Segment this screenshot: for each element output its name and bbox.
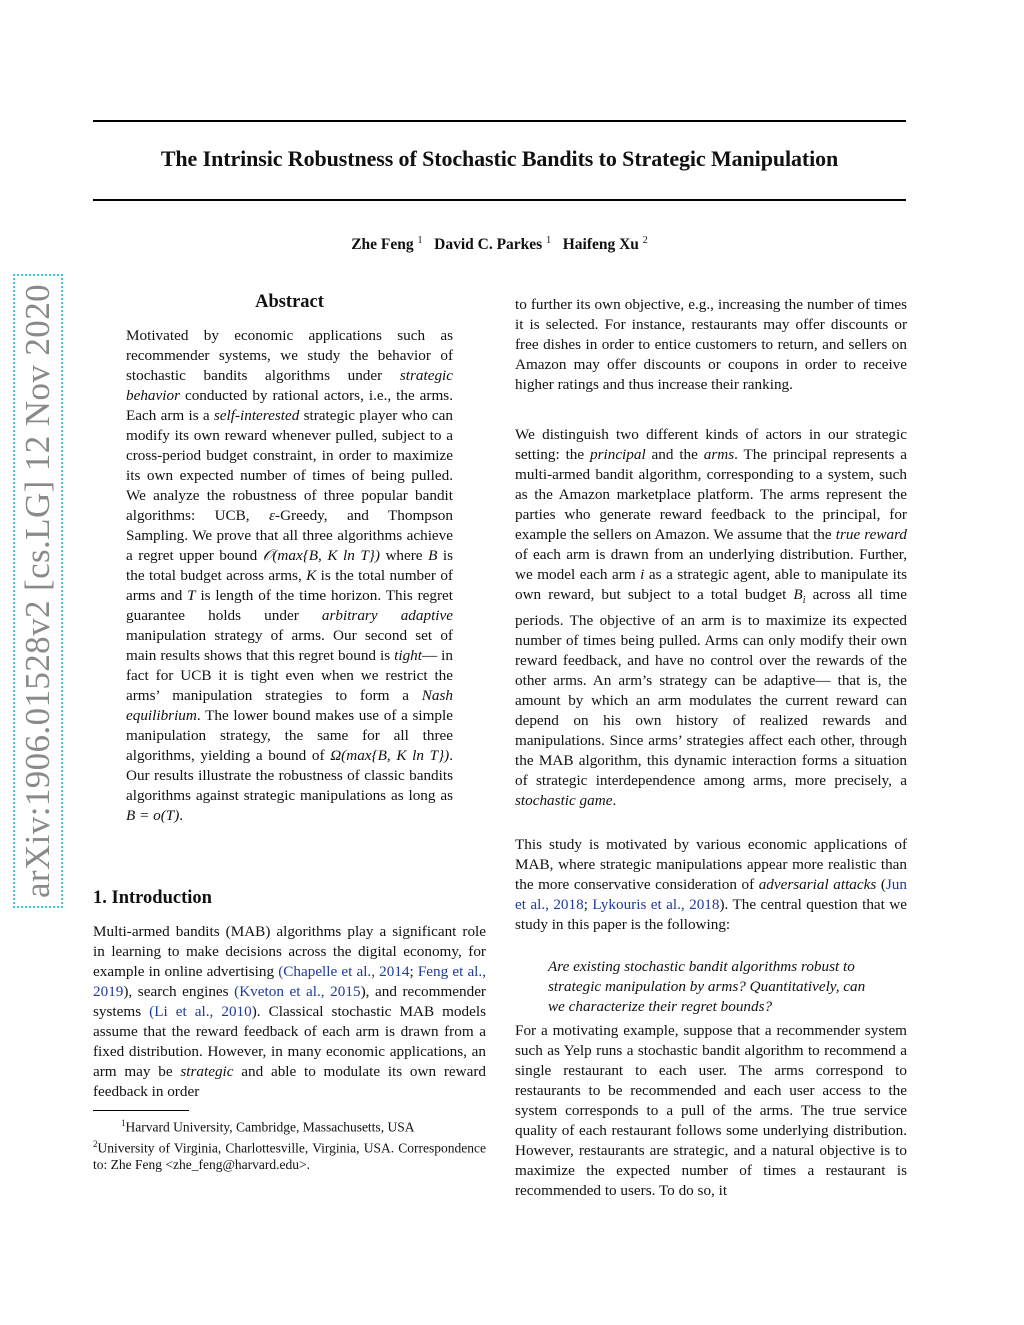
paragraph-text: and the [645,446,704,463]
abstract-emphasis: arbitrary adaptive [321,607,454,624]
abstract-heading: Abstract [255,292,324,312]
paragraph-emphasis: true reward [835,526,908,543]
abstract-text: -Greedy, and Thompson Sampling. We prove that all three algorithms achieve a regret upper bound [126,507,453,564]
paragraph-text: We distinguish two different kinds of actors in our strategic setting: the [515,426,907,463]
right-paragraph: to further its own objective, e.g., increasing the number of times it is selected. For instance, restaurants may offer discounts or free dishes in order to entice customers to return, and sellers on Amazon may offer discounts or coupons in order to receive higher ratings and thus increase their ranking. [515,296,907,393]
title-rule [93,199,906,201]
abstract-emphasis: tight [394,647,422,664]
math-symbol: K [306,567,317,584]
paragraph-text: ). Classical stochastic MAB models assume that the reward feedback of each arm is drawn from a fixed distribution. However, in many economic applications, an arm may be [93,1003,486,1080]
right-paragraph [515,835,907,935]
paragraph-emphasis: arms [703,446,735,463]
citation-link[interactable]: Lykouris et al., 2018 [592,896,720,913]
paragraph-text: ( [876,876,886,893]
author-name: Zhe Feng [351,236,414,254]
abstract-emphasis: strategic behavior [126,367,453,404]
abstract-text: . Our results illustrate the robustness of classic bandits algorithms against strategic manipulations as long as [126,747,453,804]
author-name: Haifeng Xu [562,236,639,254]
footnote-2 [93,1136,486,1174]
math-symbol: ε [269,507,276,524]
paragraph-emphasis: stochastic game [515,792,613,810]
abstract-text: is the total number of arms and [126,567,453,604]
math-subscript: i [802,595,806,607]
right-paragraph [515,425,907,811]
paragraph-text: . The principal represents a multi-armed bandit algorithm, corresponding to a system, such as the Amazon marketplace platform. The arms represent the parties who generate reward feedback to the principal, for example the sellers on Amazon. We assume that the [515,446,907,543]
abstract-text: . [179,807,184,824]
paragraph-text: ), and recommender systems [93,983,486,1020]
abstract-text: Motivated by economic applications such as recommender systems, we study the behavior of stochastic bandits algorithms under [126,327,453,384]
math-symbol: i [640,566,645,583]
paragraph-emphasis: strategic [180,1063,234,1080]
author-affiliation-mark: 2 [642,235,648,246]
paragraph-text: of each arm is drawn from an underlying distribution. Further, we model each arm [515,546,907,583]
citation-link[interactable]: Jun et al., 2018 [515,876,907,913]
abstract-body [126,326,453,826]
abstract-text: — in fact for UCB it is tight even when we restrict the arms’ manipulation strategies to form a [126,647,453,704]
right-paragraph: For a motivating example, suppose that a recommender system such as Yelp runs a stochastic bandit algorithm to recommend a single restaurant to each user. The arms correspond to restaurants to be recommended and each user access to the system corresponds to a pull of the arms. The true service quality of each restaurant follows some underlying distribution. However, restaurants are strategic, and a natural objective is to maximize the expected number of times a restaurant is recommended to users. To do so, it [515,1022,907,1199]
abstract-text: is length of the time horizon. This regret guarantee holds under [126,587,454,624]
paragraph-text: ), search engines [123,983,235,1000]
paragraph-text: across all time periods. The objective of an arm is to maximize its expected number of times being pulled. Arms can only modify their own reward feedback, and have no control over the rewards of the other arms. An arm’s strategy can be adaptive— that is, the amount by which an arm modulates the current reward can depend on his own history of realized rewards and manipulations. Since arms’ strategies affect each other, through the MAB algorithm, this dynamic interaction forms a situation of strategic interdependence among arms, more precisely, a [515,586,907,790]
abstract-text: . The lower bound makes use of a simple manipulation strategy, the same for all three algorithms, yielding a bound of [126,707,453,764]
footnote-1 [93,1115,486,1136]
paper-title: The Intrinsic Robustness of Stochastic Bandits to Strategic Manipulation [160,146,839,171]
section-heading-introduction: 1. Introduction [93,888,212,908]
research-question: Are existing stochastic bandit algorithms robust to strategic manipulation by arms? Quantitatively, can we characterize their regret bounds? [548,958,866,1015]
footnote-text: Harvard University, Cambridge, Massachusetts, USA [125,1119,415,1135]
footnote-mark: 2 [93,1138,98,1149]
paragraph-text: . [612,792,617,810]
abstract-text: strategic player who can modify its own reward whenever pulled, subject to a cross-period budget constraint, in order to maximize its own expected number of times of being pulled. We analyze the robustness of three popular bandit algorithms: UCB, [126,407,453,524]
abstract-emphasis: self-interested [213,407,300,424]
abstract-emphasis: Nash equilibrium [126,687,453,724]
top-rule [93,120,906,122]
abstract-text: conducted by rational actors, i.e., the arms. Each arm is a [126,387,453,424]
author-affiliation-mark: 1 [546,235,552,246]
paragraph-emphasis: adversarial attacks [758,876,877,893]
paragraph-text: ). The central question that we study in this paper is the following: [515,896,907,933]
math-expression: B = o(T) [126,807,180,824]
abstract-text: is the total budget across arms, [126,547,453,584]
author-affiliation-mark: 1 [417,235,423,246]
paragraph-emphasis: principal [590,446,646,463]
arxiv-stamp: arXiv:1906.01528v2 [cs.LG] 12 Nov 2020 [13,274,63,908]
author-name: David C. Parkes [434,236,543,254]
paragraph-text: ; [583,896,593,913]
paragraph-text: ; [409,963,418,980]
footnote-text: University of Virginia, Charlottesville, Virginia, USA. Correspondence to: Zhe Feng <zhe_feng@harvard.edu>. [93,1140,486,1172]
math-symbol: T [187,587,196,604]
citation-link[interactable]: Feng et al., 2019 [93,963,486,1000]
author-list [93,235,906,254]
footnote-mark: 1 [121,1118,126,1128]
paragraph-text: as a strategic agent, able to manipulate its own reward, but subject to a total budget [515,566,907,603]
math-symbol: B [793,586,803,603]
footnote-rule [93,1110,189,1111]
paragraph-text: This study is motivated by various economic applications of MAB, where strategic manipulations appear more realistic than the more conservative consideration of [515,836,907,893]
paragraph-text: and able to modulate its own reward feedback in order [93,1063,486,1100]
abstract-text: manipulation strategy of arms. Our second set of main results shows that this regret bound is [126,627,453,664]
paragraph-text: Multi-armed bandits (MAB) algorithms play a significant role in learning to make decisions across the digital economy, for example in online advertising [93,923,486,980]
citation-link[interactable]: (Kveton et al., 2015 [234,983,361,1000]
math-symbol: B [428,547,438,564]
math-expression: Ω(max{B, K ln T}) [330,747,450,764]
citation-link[interactable]: (Li et al., 2010 [149,1003,252,1020]
footnotes [93,1115,486,1173]
math-expression: 𝒪(max{B, K ln T}) [262,547,380,564]
citation-link[interactable]: (Chapelle et al., 2014 [278,963,410,980]
abstract-text: where [379,547,429,564]
intro-paragraph [93,922,486,1102]
